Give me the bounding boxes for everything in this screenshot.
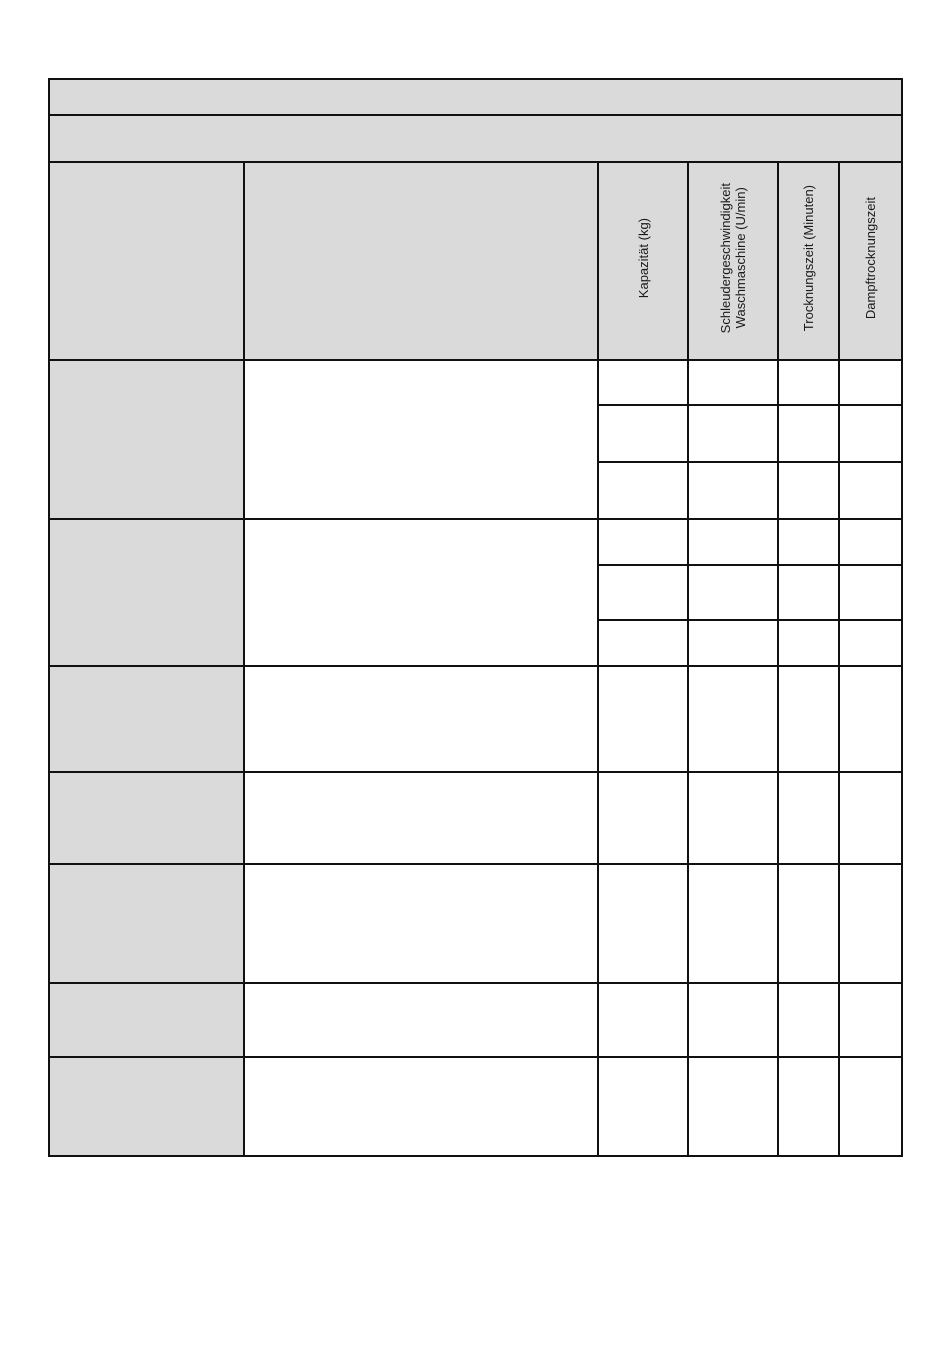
header-capacity-label: Kapazität (kg) xyxy=(635,218,651,299)
capacity-cell xyxy=(598,620,688,666)
spin-speed-cell xyxy=(688,772,778,864)
steam-drying-time-cell xyxy=(839,772,902,864)
header-drying-time-label: Trocknungszeit (Minuten) xyxy=(801,185,816,332)
steam-drying-time-cell xyxy=(839,666,902,772)
program-cell xyxy=(49,1057,244,1156)
header-spin-speed-line2: Waschmaschine (U/min) xyxy=(733,187,748,330)
drying-time-cell xyxy=(778,620,839,666)
steam-drying-time-cell xyxy=(839,360,902,405)
drying-time-cell xyxy=(778,462,839,519)
drying-time-cell xyxy=(778,983,839,1057)
drying-time-cell xyxy=(778,864,839,983)
table-title-row xyxy=(49,79,902,115)
drying-time-cell xyxy=(778,772,839,864)
steam-drying-time-cell xyxy=(839,565,902,620)
header-program xyxy=(49,162,244,360)
steam-drying-time-cell xyxy=(839,405,902,462)
table-header-row xyxy=(49,162,902,360)
program-cell xyxy=(49,666,244,772)
table-row xyxy=(49,1057,902,1156)
table-row xyxy=(49,666,902,772)
table-row xyxy=(49,360,902,405)
spin-speed-cell xyxy=(688,1057,778,1156)
description-cell xyxy=(244,864,598,983)
drying-time-cell xyxy=(778,1057,839,1156)
spin-speed-cell xyxy=(688,864,778,983)
capacity-cell xyxy=(598,565,688,620)
description-cell xyxy=(244,666,598,772)
description-cell xyxy=(244,1057,598,1156)
header-capacity xyxy=(598,162,688,360)
header-spin-speed xyxy=(688,162,778,360)
capacity-cell xyxy=(598,519,688,565)
table-row xyxy=(49,864,902,983)
capacity-cell xyxy=(598,405,688,462)
spin-speed-cell xyxy=(688,360,778,405)
spin-speed-cell xyxy=(688,620,778,666)
header-spin-speed-line1: Schleudergeschwindigkeit xyxy=(718,183,733,334)
capacity-cell xyxy=(598,462,688,519)
program-cell xyxy=(49,864,244,983)
steam-drying-time-cell xyxy=(839,620,902,666)
steam-drying-time-cell xyxy=(839,1057,902,1156)
header-steam-drying-time-label: Dampftrocknungszeit xyxy=(863,197,879,320)
drying-time-cell xyxy=(778,519,839,565)
drying-time-cell xyxy=(778,565,839,620)
capacity-cell xyxy=(598,1057,688,1156)
description-cell xyxy=(244,772,598,864)
drying-time-cell xyxy=(778,360,839,405)
program-cell xyxy=(49,983,244,1057)
steam-drying-time-cell xyxy=(839,864,902,983)
spin-speed-cell xyxy=(688,519,778,565)
drying-time-cell xyxy=(778,405,839,462)
capacity-cell xyxy=(598,864,688,983)
table-title-cell xyxy=(49,79,902,115)
header-spin-speed-label xyxy=(718,183,748,333)
header-drying-time xyxy=(778,162,839,360)
program-cell xyxy=(49,519,244,666)
spin-speed-cell xyxy=(688,666,778,772)
program-cell xyxy=(49,360,244,519)
drying-time-cell xyxy=(778,666,839,772)
table-subtitle-cell xyxy=(49,115,902,162)
header-description xyxy=(244,162,598,360)
spin-speed-cell xyxy=(688,565,778,620)
program-table xyxy=(48,78,903,1157)
steam-drying-time-cell xyxy=(839,983,902,1057)
steam-drying-time-cell xyxy=(839,462,902,519)
table-row xyxy=(49,772,902,864)
capacity-cell xyxy=(598,360,688,405)
spin-speed-cell xyxy=(688,983,778,1057)
header-steam-drying-time xyxy=(839,162,902,360)
description-cell xyxy=(244,360,598,519)
description-cell xyxy=(244,983,598,1057)
spin-speed-cell xyxy=(688,405,778,462)
capacity-cell xyxy=(598,772,688,864)
table-subtitle-row xyxy=(49,115,902,162)
table-row xyxy=(49,983,902,1057)
table-row xyxy=(49,519,902,565)
spin-speed-cell xyxy=(688,462,778,519)
capacity-cell xyxy=(598,983,688,1057)
capacity-cell xyxy=(598,666,688,772)
description-cell xyxy=(244,519,598,666)
program-cell xyxy=(49,772,244,864)
steam-drying-time-cell xyxy=(839,519,902,565)
